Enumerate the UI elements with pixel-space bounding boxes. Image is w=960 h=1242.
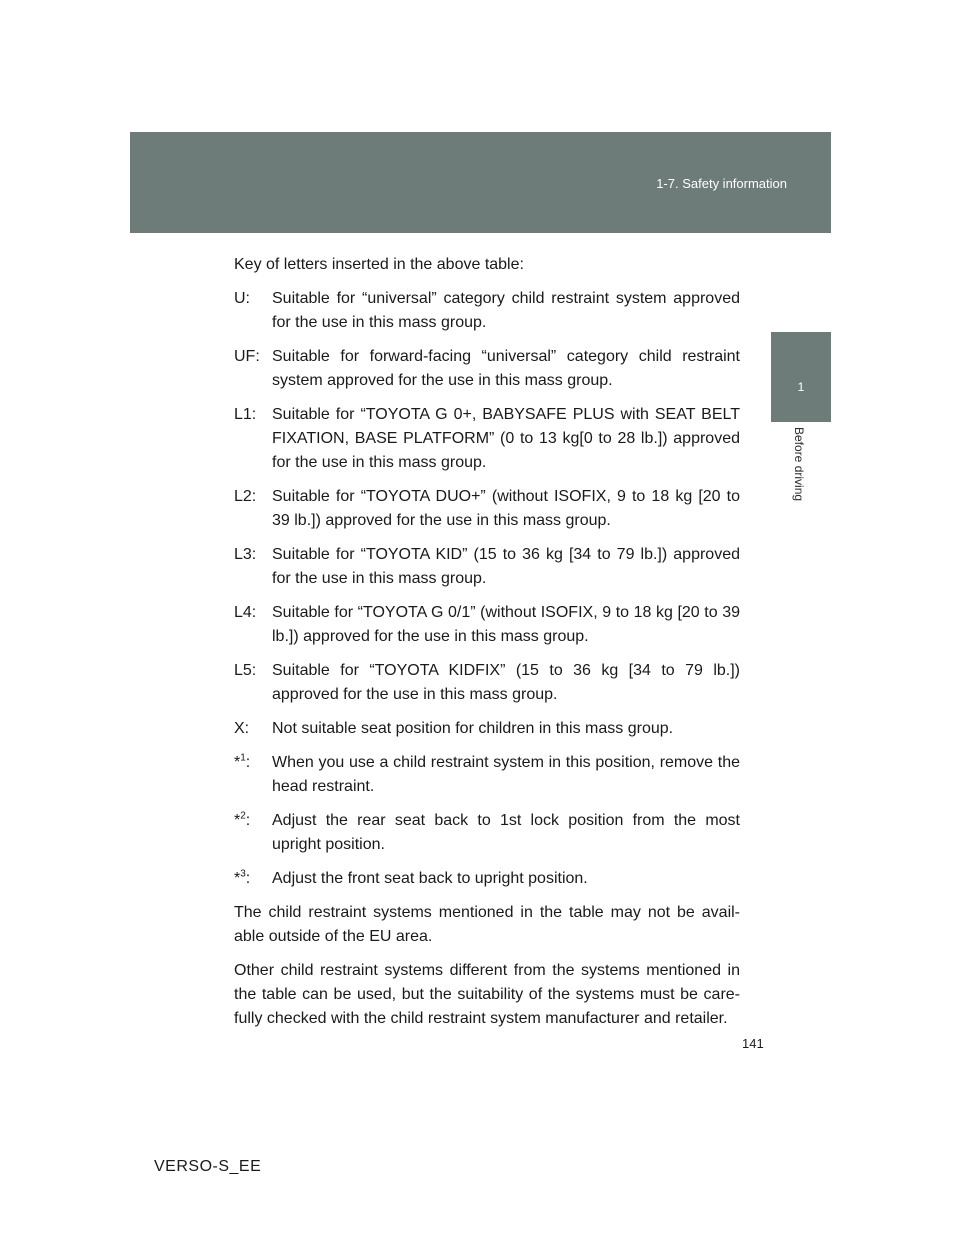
footnote-colon: : xyxy=(245,812,251,829)
key-intro: Key of letters inserted in the above table: xyxy=(234,256,524,273)
key-item xyxy=(234,659,740,707)
footnote-text: When you use a child restraint system in this position, remove the head restraint. xyxy=(272,754,740,795)
key-item xyxy=(234,403,740,475)
key-description: Suitable for forward-facing “universal” category child restraint system approved for the use in this mass group. xyxy=(272,348,740,389)
key-code: UF: xyxy=(234,348,260,365)
section-title: 1-7. Safety information xyxy=(656,176,787,191)
footnote-mark xyxy=(234,751,272,799)
footnote-number: 3 xyxy=(240,868,246,880)
footnote-number: 1 xyxy=(240,752,246,764)
key-description: Suitable for “TOYOTA KIDFIX” (15 to 36 kg [34 to 79 lb.]) approved for the use in this mass group. xyxy=(272,662,740,703)
body-paragraph: The child restraint systems mentioned in the table may not be avail-able outside of the EU area. xyxy=(234,904,740,945)
footnote-asterisk: * xyxy=(234,754,241,771)
header-bar xyxy=(130,132,831,233)
key-description: Not suitable seat position for children in this mass group. xyxy=(272,720,674,737)
key-code: L2: xyxy=(234,488,257,505)
key-description: Suitable for “TOYOTA DUO+” (without ISOFIX, 9 to 18 kg [20 to 39 lb.]) approved for the use in this mass group. xyxy=(272,488,740,529)
footnote-colon: : xyxy=(245,754,251,771)
key-description: Suitable for “TOYOTA G 0+, BABYSAFE PLUS with SEAT BELT FIXATION, BASE PLATFORM” (0 to 13 kg[0 to 28 lb.]) approved for the use in this mass group. xyxy=(272,406,740,471)
footnote-colon: : xyxy=(245,870,251,887)
page-number: 141 xyxy=(742,1036,764,1051)
key-item xyxy=(234,717,740,741)
key-item xyxy=(234,543,740,591)
key-item xyxy=(234,345,740,393)
page-content xyxy=(234,253,740,1041)
key-item xyxy=(234,287,740,335)
key-code: L3: xyxy=(234,546,257,563)
key-code: L5: xyxy=(234,662,257,679)
key-description: Suitable for “universal” category child restraint system approved for the use in this mass group. xyxy=(272,290,740,331)
key-description: Suitable for “TOYOTA G 0/1” (without ISOFIX, 9 to 18 kg [20 to 39 lb.]) approved for the use in this mass group. xyxy=(272,604,740,645)
key-code: L4: xyxy=(234,604,257,621)
footnote-number: 2 xyxy=(240,810,246,822)
footnote xyxy=(234,867,740,891)
footnote-mark xyxy=(234,867,272,891)
key-code: L1: xyxy=(234,406,257,423)
chapter-number: 1 xyxy=(797,380,805,394)
footnote xyxy=(234,751,740,799)
footnote-asterisk: * xyxy=(234,812,241,829)
key-item xyxy=(234,601,740,649)
footnote-mark xyxy=(234,809,272,857)
key-code: U: xyxy=(234,290,250,307)
footnote-text: Adjust the front seat back to upright position. xyxy=(272,870,588,887)
body-paragraph: Other child restraint systems different from the systems mentioned in the table can be used, but the suitability of the systems must be care-fully checked with the child restraint system manufacturer and retailer. xyxy=(234,962,740,1027)
key-description: Suitable for “TOYOTA KID” (15 to 36 kg [34 to 79 lb.]) approved for the use in this mass group. xyxy=(272,546,740,587)
chapter-label: Before driving xyxy=(792,427,806,502)
footnote xyxy=(234,809,740,857)
document-code: VERSO-S_EE xyxy=(154,1158,262,1175)
footnote-asterisk: * xyxy=(234,870,241,887)
chapter-tab xyxy=(771,332,831,422)
footnote-text: Adjust the rear seat back to 1st lock position from the most upright position. xyxy=(272,812,740,853)
key-item xyxy=(234,485,740,533)
key-code: X: xyxy=(234,720,250,737)
